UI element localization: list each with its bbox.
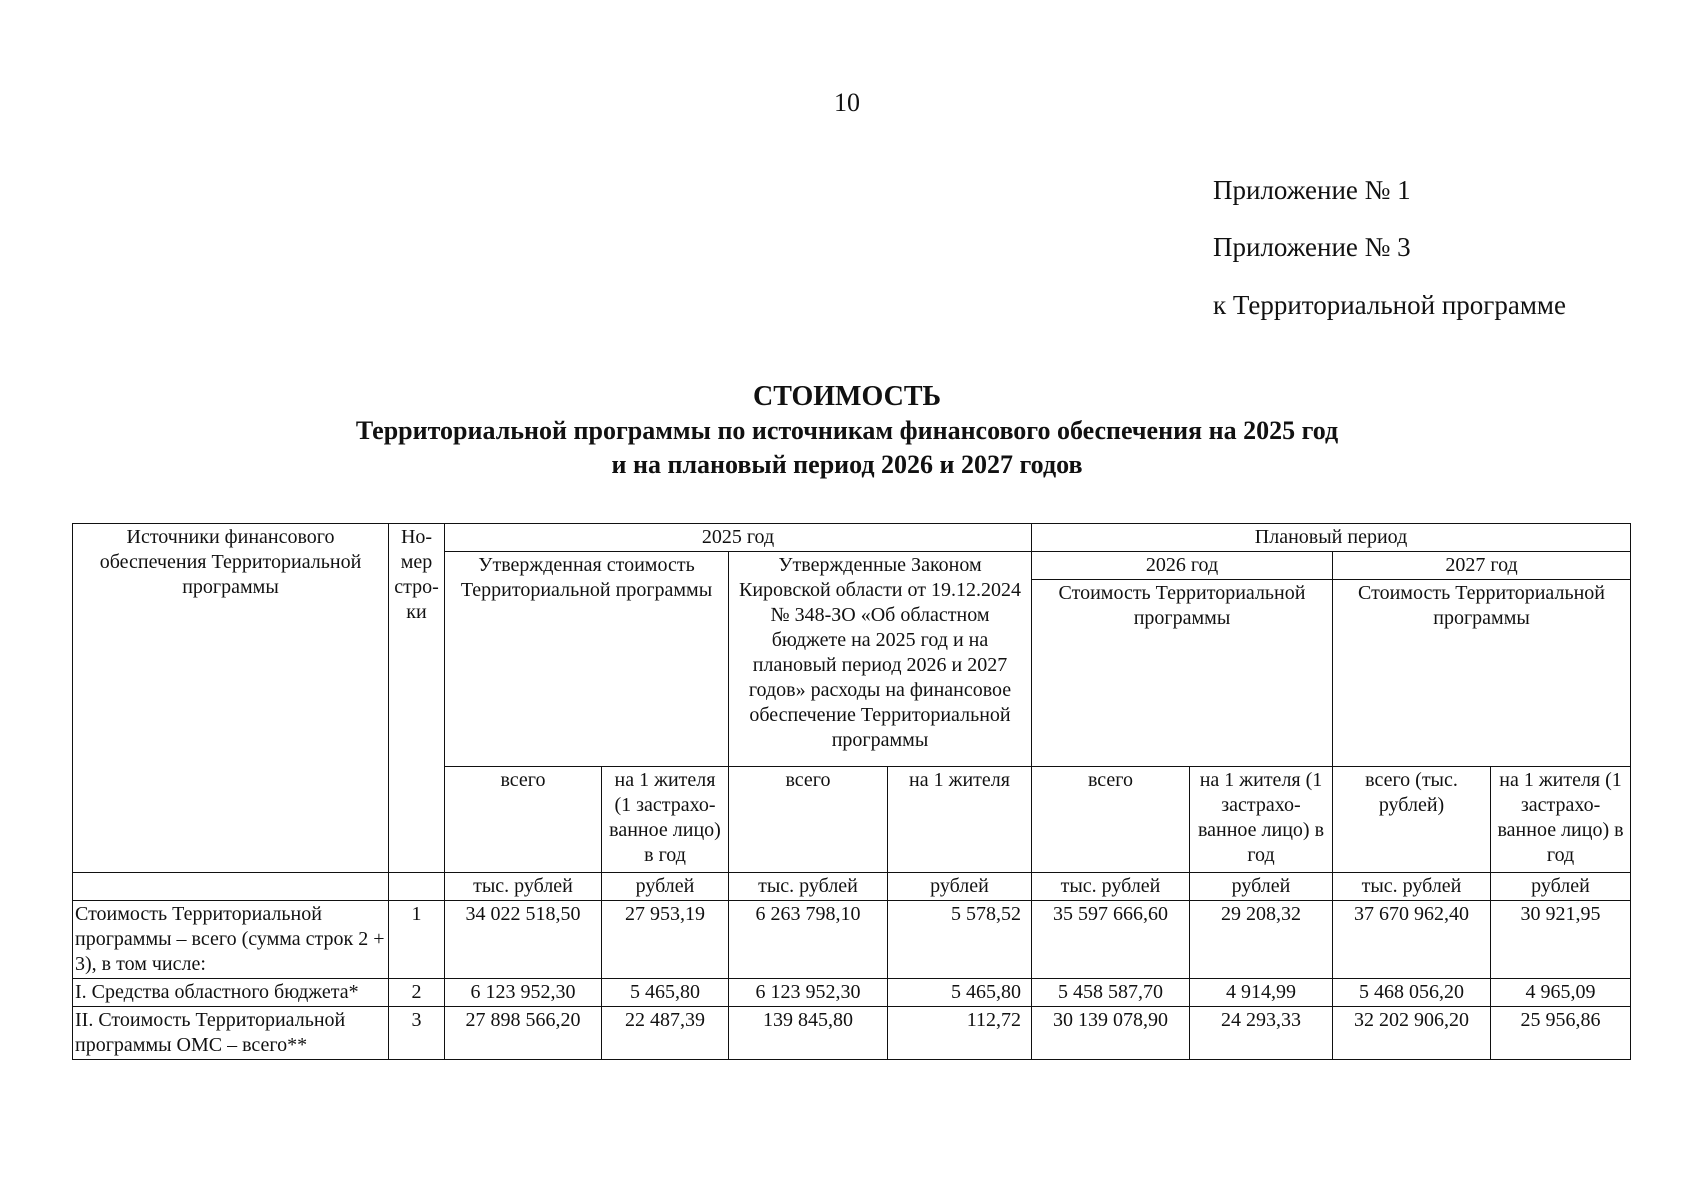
header-planned-period: Плановый период: [1032, 524, 1631, 552]
header-cost-2027: Стоимость Территориальной программы: [1333, 580, 1631, 767]
header-year-2025: 2025 год: [445, 524, 1032, 552]
row-source: Стоимость Территориальной программы – всего (сумма строк 2 + 3), в том числе:: [73, 901, 389, 979]
cell-2026-per: 29 208,32: [1190, 901, 1333, 979]
cell-law-total: 6 123 952,30: [729, 979, 888, 1007]
unit-cell: рублей: [888, 873, 1032, 901]
units-blank-sources: [73, 873, 389, 901]
header-2026-total: всего: [1032, 767, 1190, 873]
header-2025-total: всего: [445, 767, 602, 873]
header-approved-by-law: Утвержденные Законом Кировской области от 19.12.2024 № 348-ЗО «Об областном бюджете на 2025 год и на плановый период 2026 и 2027 годов» расходы на финансовое обеспечение Территориальной программы: [729, 552, 1032, 767]
cell-2025-per: 5 465,80: [602, 979, 729, 1007]
header-units-row: [73, 873, 1631, 901]
header-2026-per-resident: на 1 жителя (1 застрахо-ванное лицо) в год: [1190, 767, 1333, 873]
cell-law-per: 112,72: [888, 1007, 1032, 1060]
title-line-2: Территориальной программы по источникам финансового обеспечения на 2025 год: [355, 416, 1339, 445]
cell-2025-per: 22 487,39: [602, 1007, 729, 1060]
row-number: 3: [389, 1007, 445, 1060]
cell-2025-total: 6 123 952,30: [445, 979, 602, 1007]
table-row: [73, 1007, 1631, 1060]
cell-law-total: 139 845,80: [729, 1007, 888, 1060]
title-line-3: и на плановый период 2026 и 2027 годов: [611, 450, 1083, 479]
cell-2026-total: 30 139 078,90: [1032, 1007, 1190, 1060]
header-row-1: [73, 524, 1631, 552]
cell-2027-per: 30 921,95: [1491, 901, 1631, 979]
row-number: 2: [389, 979, 445, 1007]
cell-2027-per: 4 965,09: [1491, 979, 1631, 1007]
annex-line-2: Приложение № 3: [1213, 232, 1411, 262]
cost-table: [72, 523, 1631, 1060]
unit-cell: рублей: [1190, 873, 1333, 901]
annex-line-1: Приложение № 1: [1213, 175, 1411, 205]
cell-2027-total: 32 202 906,20: [1333, 1007, 1491, 1060]
row-source: II. Стоимость Территориальной программы ОМС – всего**: [73, 1007, 389, 1060]
cell-law-per: 5 465,80: [888, 979, 1032, 1007]
header-year-2027: 2027 год: [1333, 552, 1631, 580]
cell-2026-total: 5 458 587,70: [1032, 979, 1190, 1007]
header-law-total: всего: [729, 767, 888, 873]
unit-cell: рублей: [602, 873, 729, 901]
header-cost-2026: Стоимость Территориальной программы: [1032, 580, 1333, 767]
cell-2027-per: 25 956,86: [1491, 1007, 1631, 1060]
title-main: СТОИМОСТЬ: [752, 381, 942, 412]
row-number: 1: [389, 901, 445, 979]
cell-2025-total: 27 898 566,20: [445, 1007, 602, 1060]
cell-2026-per: 4 914,99: [1190, 979, 1333, 1007]
unit-cell: тыс. рублей: [1032, 873, 1190, 901]
unit-cell: тыс. рублей: [729, 873, 888, 901]
header-2027-per-resident: на 1 жителя (1 застрахо-ванное лицо) в год: [1491, 767, 1631, 873]
cell-2027-total: 37 670 962,40: [1333, 901, 1491, 979]
cell-2026-per: 24 293,33: [1190, 1007, 1333, 1060]
unit-cell: рублей: [1491, 873, 1631, 901]
table-row: [73, 979, 1631, 1007]
cell-law-total: 6 263 798,10: [729, 901, 888, 979]
header-law-per-resident: на 1 жителя: [888, 767, 1032, 873]
document-title: [0, 380, 1694, 482]
cell-2027-total: 5 468 056,20: [1333, 979, 1491, 1007]
annex-line-3: к Территориальной программе: [1213, 290, 1566, 320]
header-year-2026: 2026 год: [1032, 552, 1333, 580]
header-approved-cost: Утвержденная стоимость Территориальной программы: [445, 552, 729, 767]
cell-law-per: 5 578,52: [888, 901, 1032, 979]
row-source: I. Средства областного бюджета*: [73, 979, 389, 1007]
header-row-number: Но-мер стро-ки: [389, 524, 445, 873]
header-2025-per-resident: на 1 жителя (1 застрахо-ванное лицо) в год: [602, 767, 729, 873]
cell-2026-total: 35 597 666,60: [1032, 901, 1190, 979]
header-sources: Источники финансового обеспечения Территориальной программы: [73, 524, 389, 873]
unit-cell: тыс. рублей: [1333, 873, 1491, 901]
page-number: 10: [834, 88, 860, 117]
unit-cell: тыс. рублей: [445, 873, 602, 901]
units-blank-number: [389, 873, 445, 901]
header-2027-total: всего (тыс. рублей): [1333, 767, 1491, 873]
cell-2025-total: 34 022 518,50: [445, 901, 602, 979]
table-row: [73, 901, 1631, 979]
cell-2025-per: 27 953,19: [602, 901, 729, 979]
